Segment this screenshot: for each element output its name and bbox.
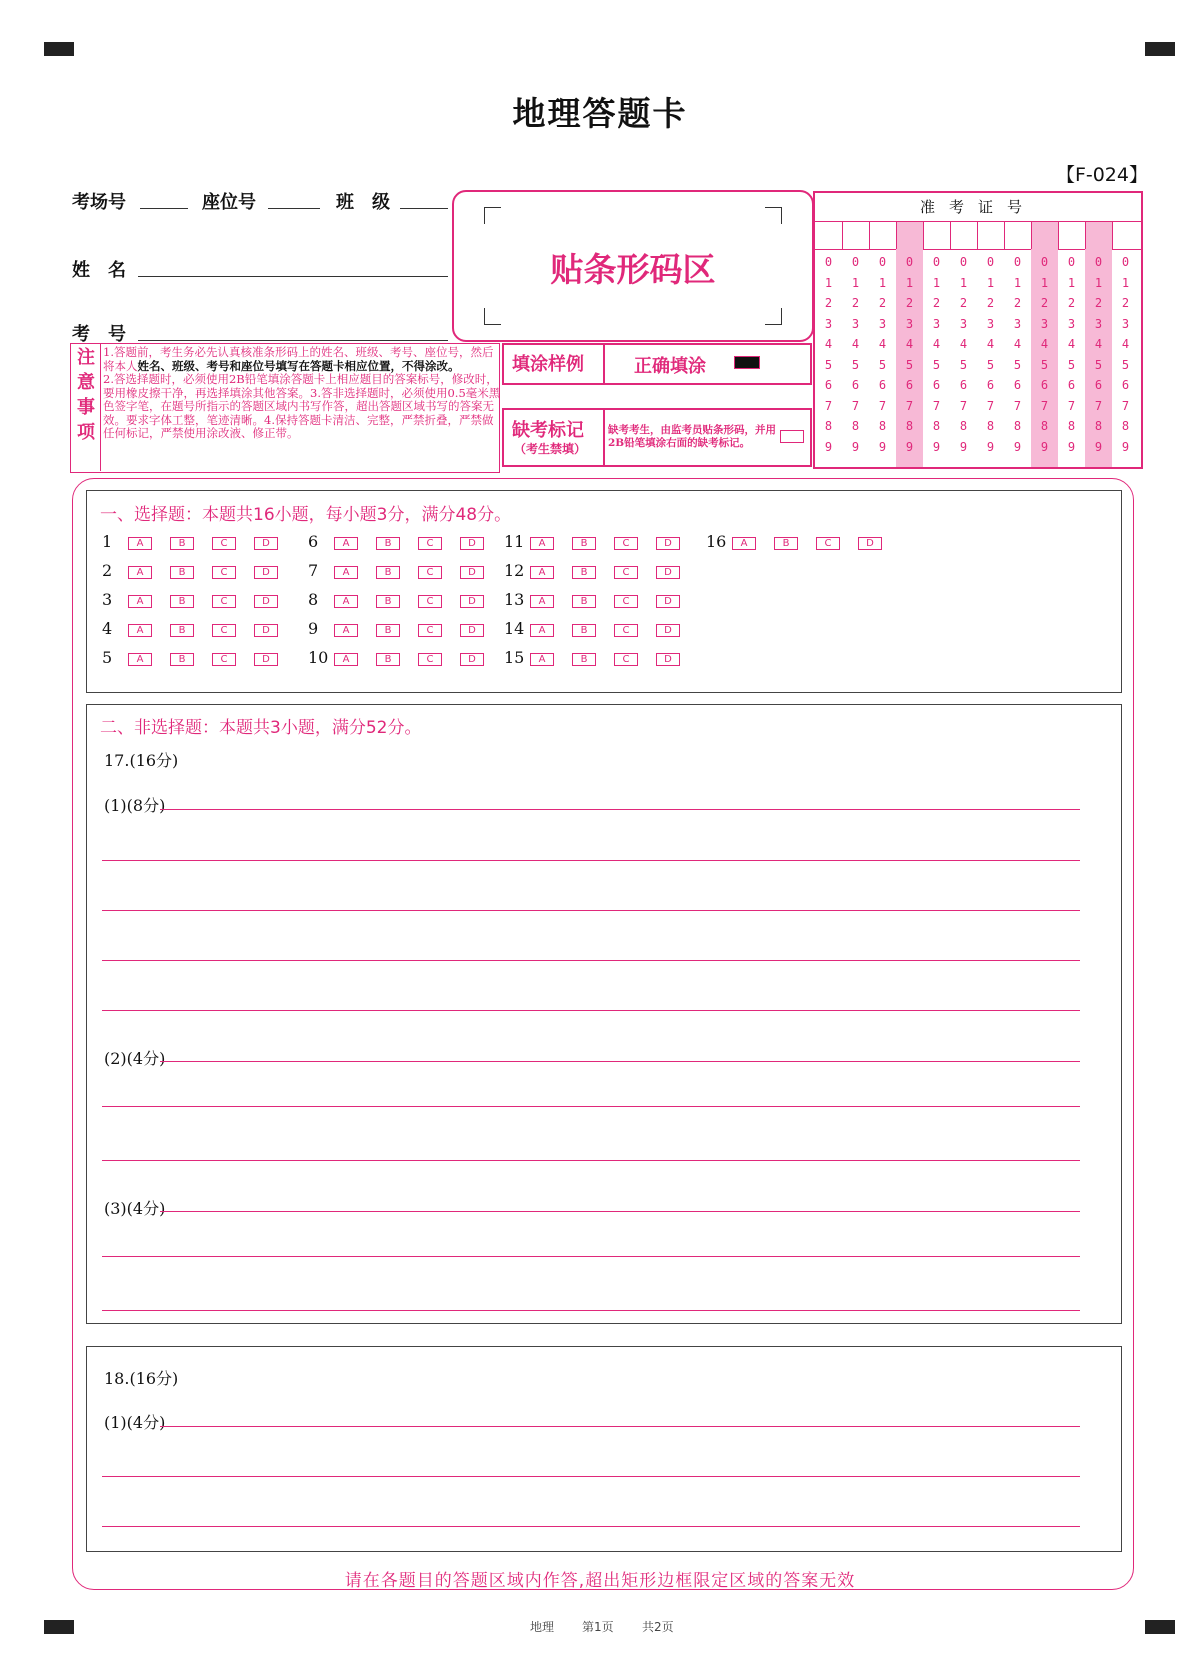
- admission-column: [1058, 222, 1085, 467]
- answer-line[interactable]: [102, 960, 1080, 961]
- question-number: 14: [504, 619, 525, 638]
- option-bubble[interactable]: C: [212, 624, 236, 637]
- answer-line[interactable]: [102, 1310, 1080, 1311]
- admission-digit-bubble[interactable]: 7: [932, 398, 941, 413]
- admission-digit-bubble[interactable]: 2: [878, 296, 887, 310]
- admission-digit-bubble[interactable]: 2: [1067, 296, 1076, 310]
- admission-digit-bubble[interactable]: 4: [1040, 337, 1049, 351]
- admission-digit-bubble[interactable]: 4: [1013, 337, 1022, 351]
- question-number: 6: [308, 532, 319, 551]
- admission-digit-bubble[interactable]: 3: [878, 316, 887, 331]
- notice-char: 意: [77, 372, 95, 393]
- option-bubble[interactable]: D: [656, 595, 680, 608]
- admission-digit-bubble[interactable]: 9: [959, 439, 968, 454]
- question-number: 15: [504, 648, 525, 667]
- registration-mark: [44, 1620, 74, 1634]
- admission-divider: [950, 222, 951, 249]
- question-number: 2: [102, 561, 113, 580]
- class-field[interactable]: [400, 208, 448, 209]
- option-bubble[interactable]: B: [572, 624, 596, 637]
- question-number: 16: [706, 532, 727, 551]
- answer-line[interactable]: [102, 1160, 1080, 1161]
- notice-label: [72, 345, 100, 475]
- admission-header: 准考证号: [919, 198, 1036, 216]
- admission-digit-bubble[interactable]: 0: [905, 255, 914, 269]
- option-bubble[interactable]: A: [128, 595, 152, 608]
- admission-digit-bubble[interactable]: 6: [1121, 378, 1130, 392]
- admission-digit-bubble[interactable]: 6: [932, 378, 941, 392]
- footer-page: 第1页: [582, 1620, 614, 1634]
- absent-sub: （考生禁填）: [514, 442, 587, 456]
- option-bubble[interactable]: B: [774, 537, 798, 550]
- option-bubble[interactable]: A: [732, 537, 756, 550]
- admission-digit-bubble[interactable]: 7: [824, 398, 833, 413]
- admission-digit-bubble[interactable]: 2: [824, 296, 833, 310]
- admission-digit-bubble[interactable]: 3: [986, 316, 995, 331]
- admission-digit-bubble[interactable]: 2: [959, 296, 968, 310]
- option-bubble[interactable]: C: [418, 653, 442, 666]
- admission-digit-bubble[interactable]: 8: [851, 419, 860, 433]
- notice-divider: [100, 343, 101, 471]
- absent-divider: [603, 408, 605, 465]
- option-bubble[interactable]: D: [254, 653, 278, 666]
- footer-subject: 地理: [530, 1620, 555, 1634]
- admission-divider: [1031, 222, 1032, 249]
- admission-digit-bubble[interactable]: 4: [851, 337, 860, 351]
- admission-digit-bubble[interactable]: 8: [878, 419, 887, 433]
- free-response-section: [86, 704, 1122, 1324]
- admission-digit-bubble[interactable]: 1: [986, 275, 995, 290]
- admission-digit-bubble[interactable]: 7: [905, 398, 914, 413]
- admission-digit-bubble[interactable]: 9: [986, 439, 995, 454]
- option-bubble[interactable]: A: [128, 653, 152, 666]
- admission-digit-bubble[interactable]: 0: [1013, 255, 1022, 269]
- answer-line[interactable]: [102, 910, 1080, 911]
- admission-digit-bubble[interactable]: 0: [959, 255, 968, 269]
- admission-digit-bubble[interactable]: 0: [1067, 255, 1076, 269]
- q18-1-label: (1)(4分): [104, 1413, 166, 1432]
- option-bubble[interactable]: C: [418, 566, 442, 579]
- option-bubble[interactable]: B: [572, 566, 596, 579]
- registration-mark: [1145, 42, 1175, 56]
- option-bubble[interactable]: C: [212, 595, 236, 608]
- q17-1-label: (1)(8分): [104, 796, 166, 815]
- option-bubble[interactable]: B: [170, 566, 194, 579]
- option-bubble[interactable]: A: [128, 537, 152, 550]
- option-bubble[interactable]: D: [460, 537, 484, 550]
- admission-column: [1031, 222, 1058, 467]
- admission-digit-bubble[interactable]: 6: [1067, 378, 1076, 392]
- admission-digit-bubble[interactable]: 1: [824, 275, 833, 290]
- option-bubble[interactable]: A: [128, 624, 152, 637]
- registration-mark: [1145, 1620, 1175, 1634]
- option-bubble[interactable]: A: [334, 595, 358, 608]
- notice-line: 2.答选择题时，必须使用2B铅笔填涂答题卡上相应题目的答案标号，修改时，要用橡皮擦干净，再选择填涂其他答案。3.答非选择题时，必须使用0.5毫米黑色签字笔，在题号所指示的答题区域内书写作答，超出答题区域书写的答案无效。要求字体工整，笔迹清晰。4.保持答题卡清洁、完整，严禁折叠，严禁做任何标记，严禁使用涂改液、修正带。: [103, 372, 501, 440]
- option-bubble[interactable]: A: [530, 566, 554, 579]
- q17-2-label: (2)(4分): [104, 1049, 166, 1068]
- admission-digit-bubble[interactable]: 7: [1013, 398, 1022, 413]
- question-number: 3: [102, 590, 113, 609]
- answer-line[interactable]: [102, 860, 1080, 861]
- option-bubble[interactable]: B: [170, 653, 194, 666]
- admission-digit-bubble[interactable]: 9: [905, 439, 914, 454]
- admission-digit-bubble[interactable]: 3: [1121, 316, 1130, 331]
- option-bubble[interactable]: B: [376, 624, 400, 637]
- corner-bracket: [484, 308, 501, 325]
- admission-digit-bubble[interactable]: 9: [932, 439, 941, 454]
- question-number: 12: [504, 561, 525, 580]
- option-bubble[interactable]: D: [254, 624, 278, 637]
- admission-column: [1085, 222, 1112, 467]
- admission-column: [950, 222, 977, 467]
- barcode-label: 贴条形码区: [550, 250, 716, 289]
- admission-digit-bubble[interactable]: 7: [959, 398, 968, 413]
- option-bubble[interactable]: B: [170, 595, 194, 608]
- admission-digit-bubble[interactable]: 6: [959, 378, 968, 392]
- admission-digit-bubble[interactable]: 6: [986, 378, 995, 392]
- section2-title: 二、非选择题：本题共3小题，满分52分。: [100, 718, 422, 738]
- admission-digit-bubble[interactable]: 8: [1094, 419, 1103, 433]
- option-bubble[interactable]: A: [530, 653, 554, 666]
- option-bubble[interactable]: C: [212, 566, 236, 579]
- filled-sample-mark: [734, 356, 760, 369]
- exam-room-field[interactable]: [140, 208, 188, 209]
- option-bubble[interactable]: D: [656, 537, 680, 550]
- admission-digit-bubble[interactable]: 6: [1094, 378, 1103, 392]
- option-bubble[interactable]: A: [530, 537, 554, 550]
- admission-digit-bubble[interactable]: 3: [851, 316, 860, 331]
- option-bubble[interactable]: C: [614, 537, 638, 550]
- admission-column: [896, 222, 923, 467]
- admission-digit-bubble[interactable]: 4: [1094, 337, 1103, 351]
- admission-digit-bubble[interactable]: 5: [878, 357, 887, 372]
- option-bubble[interactable]: D: [460, 566, 484, 579]
- question-number: 10: [308, 648, 329, 667]
- option-bubble[interactable]: C: [418, 624, 442, 637]
- option-bubble[interactable]: B: [376, 566, 400, 579]
- admission-digit-bubble[interactable]: 1: [1094, 275, 1103, 290]
- option-bubble[interactable]: A: [128, 566, 152, 579]
- admission-digit-bubble[interactable]: 9: [1094, 439, 1103, 454]
- option-bubble[interactable]: A: [334, 624, 358, 637]
- admission-digit-bubble[interactable]: 7: [1040, 398, 1049, 413]
- option-bubble[interactable]: C: [212, 537, 236, 550]
- question-number: 1: [102, 532, 113, 551]
- exam-no-label: 考 号: [72, 324, 126, 345]
- admission-digit-bubble[interactable]: 2: [1013, 296, 1022, 310]
- section1-title: 一、选择题：本题共16小题，每小题3分，满分48分。: [100, 505, 512, 525]
- answer-line[interactable]: [160, 809, 1080, 810]
- admission-digit-bubble[interactable]: 3: [1040, 316, 1049, 331]
- admission-digit-bubble[interactable]: 4: [932, 337, 941, 351]
- option-bubble[interactable]: D: [460, 624, 484, 637]
- option-bubble[interactable]: D: [254, 595, 278, 608]
- admission-digit-bubble[interactable]: 8: [1121, 419, 1130, 433]
- q18-label: 18.(16分): [104, 1369, 179, 1388]
- admission-digit-bubble[interactable]: 2: [905, 296, 914, 310]
- admission-digit-bubble[interactable]: 7: [1067, 398, 1076, 413]
- corner-bracket: [765, 207, 782, 224]
- admission-digit-bubble[interactable]: 5: [1013, 357, 1022, 372]
- question-number: 9: [308, 619, 319, 638]
- admission-digit-bubble[interactable]: 9: [878, 439, 887, 454]
- option-bubble[interactable]: A: [334, 537, 358, 550]
- exam-room-label: 考场号: [72, 192, 126, 213]
- admission-digit-bubble[interactable]: 5: [932, 357, 941, 372]
- admission-digit-bubble[interactable]: 5: [851, 357, 860, 372]
- option-bubble[interactable]: C: [614, 595, 638, 608]
- option-bubble[interactable]: A: [530, 595, 554, 608]
- admission-digit-bubble[interactable]: 8: [824, 419, 833, 433]
- option-bubble[interactable]: D: [858, 537, 882, 550]
- question-number: 5: [102, 648, 113, 667]
- admission-divider: [869, 222, 870, 249]
- admission-digit-bubble[interactable]: 3: [959, 316, 968, 331]
- admission-digit-bubble[interactable]: 6: [1040, 378, 1049, 392]
- notice-bold: 姓名、班级、考号和座位号填写在答题卡相应位置，不得涂改。: [137, 358, 460, 373]
- admission-column: [869, 222, 896, 467]
- name-field[interactable]: [138, 276, 448, 277]
- admission-digit-bubble[interactable]: 5: [1094, 357, 1103, 372]
- seat-label: 座位号: [202, 192, 256, 213]
- answer-line[interactable]: [160, 1061, 1080, 1062]
- question-number: 13: [504, 590, 525, 609]
- admission-digit-bubble[interactable]: 3: [1094, 316, 1103, 331]
- admission-digit-bubble[interactable]: 3: [1013, 316, 1022, 331]
- admission-divider: [977, 222, 978, 249]
- admission-digit-bubble[interactable]: 3: [824, 316, 833, 331]
- option-bubble[interactable]: B: [376, 595, 400, 608]
- admission-digit-bubble[interactable]: 6: [851, 378, 860, 392]
- option-bubble[interactable]: B: [572, 653, 596, 666]
- admission-digit-bubble[interactable]: 2: [1121, 296, 1130, 310]
- admission-digit-bubble[interactable]: 2: [851, 296, 860, 310]
- admission-digit-bubble[interactable]: 9: [1121, 439, 1130, 454]
- option-bubble[interactable]: B: [170, 624, 194, 637]
- admission-digit-bubble[interactable]: 4: [1067, 337, 1076, 351]
- admission-column: [923, 222, 950, 467]
- option-bubble[interactable]: C: [212, 653, 236, 666]
- notice-char: 注: [77, 347, 95, 368]
- option-bubble[interactable]: C: [614, 566, 638, 579]
- option-bubble[interactable]: D: [460, 653, 484, 666]
- admission-grid: [813, 191, 1143, 469]
- admission-digit-bubble[interactable]: 3: [1067, 316, 1076, 331]
- admission-digit-bubble[interactable]: 0: [878, 255, 887, 269]
- option-bubble[interactable]: B: [376, 653, 400, 666]
- q18-section: [86, 1346, 1122, 1552]
- option-bubble[interactable]: D: [460, 595, 484, 608]
- admission-digit-bubble[interactable]: 0: [824, 255, 833, 269]
- admission-digit-bubble[interactable]: 8: [1013, 419, 1022, 433]
- admission-digit-bubble[interactable]: 3: [905, 316, 914, 331]
- admission-digit-bubble[interactable]: 1: [851, 275, 860, 290]
- option-bubble[interactable]: D: [656, 566, 680, 579]
- admission-digit-bubble[interactable]: 1: [1067, 275, 1076, 290]
- notice-line: 1.答题前，考生务必先认真核准条形码上的姓名、班级、考号、座位号，然后将本人: [103, 345, 494, 373]
- notice-text: [103, 346, 503, 441]
- admission-divider: [923, 222, 924, 249]
- admission-digit-bubble[interactable]: 5: [1040, 357, 1049, 372]
- option-bubble[interactable]: C: [418, 595, 442, 608]
- admission-digit-bubble[interactable]: 8: [905, 419, 914, 433]
- admission-digit-bubble[interactable]: 6: [824, 378, 833, 392]
- option-bubble[interactable]: D: [254, 566, 278, 579]
- admission-digit-bubble[interactable]: 2: [932, 296, 941, 310]
- admission-digit-bubble[interactable]: 6: [905, 378, 914, 392]
- admission-divider: [1058, 222, 1059, 249]
- admission-digit-bubble[interactable]: 4: [905, 337, 914, 351]
- question-number: 7: [308, 561, 319, 580]
- admission-digit-bubble[interactable]: 4: [986, 337, 995, 351]
- question-number: 8: [308, 590, 319, 609]
- option-bubble[interactable]: A: [530, 624, 554, 637]
- option-bubble[interactable]: D: [254, 537, 278, 550]
- question-number: 11: [504, 532, 525, 551]
- admission-digit-bubble[interactable]: 5: [1067, 357, 1076, 372]
- admission-digit-bubble[interactable]: 3: [932, 316, 941, 331]
- admission-digit-bubble[interactable]: 8: [959, 419, 968, 433]
- admission-digit-bubble[interactable]: 0: [932, 255, 941, 269]
- admission-digit-bubble[interactable]: 5: [905, 357, 914, 372]
- admission-digit-bubble[interactable]: 2: [986, 296, 995, 310]
- absent-label: 缺考标记: [512, 420, 584, 441]
- admission-divider: [1112, 222, 1113, 249]
- answer-line[interactable]: [102, 1476, 1080, 1477]
- q17-3-label: (3)(4分): [104, 1199, 166, 1218]
- admission-digit-bubble[interactable]: 1: [932, 275, 941, 290]
- notice-char: 项: [77, 422, 95, 443]
- option-bubble[interactable]: A: [334, 566, 358, 579]
- admission-digit-bubble[interactable]: 5: [986, 357, 995, 372]
- option-bubble[interactable]: A: [334, 653, 358, 666]
- admission-digit-bubble[interactable]: 0: [986, 255, 995, 269]
- page-title: 地理答题卡: [512, 94, 688, 133]
- admission-digit-bubble[interactable]: 7: [986, 398, 995, 413]
- corner-bracket: [484, 207, 501, 224]
- fill-sample-label: 填涂样例: [512, 354, 584, 375]
- admission-digit-bubble[interactable]: 8: [932, 419, 941, 433]
- corner-bracket: [765, 308, 782, 325]
- admission-column: [1112, 222, 1139, 467]
- option-bubble[interactable]: B: [170, 537, 194, 550]
- admission-digit-bubble[interactable]: 4: [1121, 337, 1130, 351]
- admission-divider: [1004, 222, 1005, 249]
- admission-digit-bubble[interactable]: 8: [1040, 419, 1049, 433]
- admission-digit-bubble[interactable]: 7: [878, 398, 887, 413]
- admission-digit-bubble[interactable]: 1: [905, 275, 914, 290]
- admission-digit-bubble[interactable]: 1: [1040, 275, 1049, 290]
- option-bubble[interactable]: C: [614, 624, 638, 637]
- class-label: 班 级: [336, 192, 390, 213]
- admission-digit-bubble[interactable]: 9: [1067, 439, 1076, 454]
- option-bubble[interactable]: D: [656, 624, 680, 637]
- admission-digit-bubble[interactable]: 6: [1013, 378, 1022, 392]
- footer-total: 共2页: [642, 1620, 674, 1634]
- admission-divider: [896, 222, 897, 249]
- notice-char: 事: [77, 397, 95, 418]
- admission-digit-bubble[interactable]: 0: [1121, 255, 1130, 269]
- option-bubble[interactable]: C: [614, 653, 638, 666]
- admission-digit-bubble[interactable]: 0: [851, 255, 860, 269]
- admission-digit-bubble[interactable]: 9: [1013, 439, 1022, 454]
- answer-line[interactable]: [160, 1211, 1080, 1212]
- admission-column: [842, 222, 869, 467]
- admission-divider: [842, 222, 843, 249]
- option-bubble[interactable]: D: [656, 653, 680, 666]
- admission-digit-bubble[interactable]: 7: [1121, 398, 1130, 413]
- question-number: 4: [102, 619, 113, 638]
- admission-digit-bubble[interactable]: 9: [1040, 439, 1049, 454]
- option-bubble[interactable]: B: [572, 537, 596, 550]
- seat-field[interactable]: [268, 208, 320, 209]
- q17-label: 17.(16分): [104, 751, 179, 770]
- admission-digit-bubble[interactable]: 8: [1067, 419, 1076, 433]
- admission-digit-bubble[interactable]: 5: [959, 357, 968, 372]
- absent-mark-box[interactable]: [780, 430, 804, 443]
- admission-digit-bubble[interactable]: 1: [1121, 275, 1130, 290]
- boundary-warning: 请在各题目的答题区域内作答,超出矩形边框限定区域的答案无效: [344, 1571, 856, 1591]
- answer-line[interactable]: [102, 1526, 1080, 1527]
- admission-digit-bubble[interactable]: 7: [851, 398, 860, 413]
- exam-no-field[interactable]: [138, 340, 448, 341]
- admission-column: [815, 222, 842, 467]
- registration-mark: [44, 42, 74, 56]
- fill-sample-divider: [603, 343, 605, 383]
- option-bubble[interactable]: C: [418, 537, 442, 550]
- admission-digit-bubble[interactable]: 6: [878, 378, 887, 392]
- answer-line[interactable]: [102, 1010, 1080, 1011]
- option-bubble[interactable]: C: [816, 537, 840, 550]
- admission-digit-bubble[interactable]: 4: [824, 337, 833, 351]
- answer-line[interactable]: [102, 1106, 1080, 1107]
- admission-column: [1004, 222, 1031, 467]
- admission-digit-bubble[interactable]: 2: [1094, 296, 1103, 310]
- admission-digit-bubble[interactable]: 1: [959, 275, 968, 290]
- answer-line[interactable]: [160, 1426, 1080, 1427]
- option-bubble[interactable]: B: [376, 537, 400, 550]
- admission-digit-bubble[interactable]: 1: [878, 275, 887, 290]
- admission-digit-bubble[interactable]: 0: [1040, 255, 1049, 269]
- answer-line[interactable]: [102, 1256, 1080, 1257]
- barcode-area: [452, 190, 814, 342]
- admission-digit-bubble[interactable]: 4: [878, 337, 887, 351]
- admission-digit-bubble[interactable]: 7: [1094, 398, 1103, 413]
- admission-digit-bubble[interactable]: 8: [986, 419, 995, 433]
- admission-digit-bubble[interactable]: 5: [824, 357, 833, 372]
- admission-digit-bubble[interactable]: 4: [959, 337, 968, 351]
- admission-column: [977, 222, 1004, 467]
- admission-digit-bubble[interactable]: 5: [1121, 357, 1130, 372]
- option-bubble[interactable]: B: [572, 595, 596, 608]
- admission-digit-bubble[interactable]: 9: [824, 439, 833, 454]
- form-code: 【F-024】: [1055, 164, 1148, 186]
- admission-digit-bubble[interactable]: 2: [1040, 296, 1049, 310]
- admission-digit-bubble[interactable]: 0: [1094, 255, 1103, 269]
- name-label: 姓 名: [72, 260, 126, 281]
- correct-fill-label: 正确填涂: [634, 356, 706, 377]
- admission-divider: [1085, 222, 1086, 249]
- absent-desc: 缺考考生，由监考员贴条形码，并用2B铅笔填涂右面的缺考标记。: [608, 424, 776, 449]
- admission-digit-bubble[interactable]: 9: [851, 439, 860, 454]
- admission-digit-bubble[interactable]: 1: [1013, 275, 1022, 290]
